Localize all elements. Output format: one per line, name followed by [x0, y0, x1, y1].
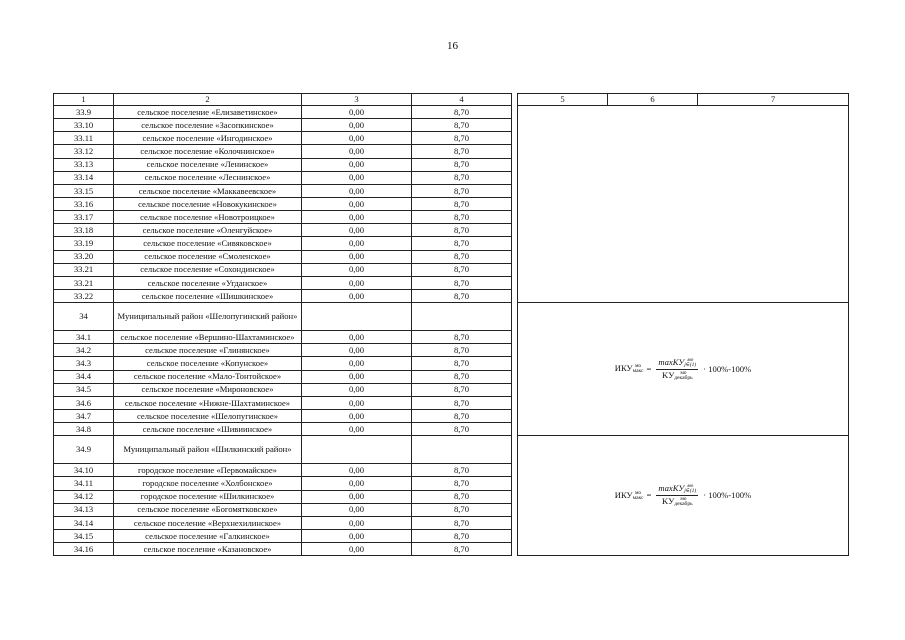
- row-number: 34.6: [54, 396, 114, 409]
- value-col4: [412, 436, 512, 464]
- column-header: 1: [54, 94, 114, 106]
- row-number: 33.15: [54, 184, 114, 197]
- formula-lhs-sup: мо: [634, 489, 642, 496]
- settlement-name: сельское поселение «Засопкинское»: [114, 119, 302, 132]
- value-col3: 0,00: [302, 464, 412, 477]
- value-col4: 8,70: [412, 211, 512, 224]
- formula-cell-2: [518, 436, 849, 556]
- row-number: 33.12: [54, 145, 114, 158]
- value-col3: [302, 303, 412, 331]
- value-col4: 8,70: [412, 184, 512, 197]
- value-col4: 8,70: [412, 237, 512, 250]
- settlement-name: сельское поселение «Мироновское»: [114, 383, 302, 396]
- row-number: 34.11: [54, 477, 114, 490]
- formula-den-sup: мо: [680, 369, 687, 376]
- value-col4: 8,70: [412, 464, 512, 477]
- formula-den-sub: декабрь: [674, 501, 693, 508]
- settlement-name: сельское поселение «Колочнинское»: [114, 145, 302, 158]
- value-col3: [302, 436, 412, 464]
- row-number: 34.7: [54, 409, 114, 422]
- formula-num-sup: мо: [687, 356, 694, 363]
- value-col3: 0,00: [302, 503, 412, 516]
- value-col4: 8,70: [412, 171, 512, 184]
- value-col3: 0,00: [302, 331, 412, 344]
- formula-tail: · 100%-100%: [703, 363, 752, 374]
- value-col4: [412, 303, 512, 331]
- value-col4: 8,70: [412, 344, 512, 357]
- formula-lhs: ИКУ: [614, 489, 633, 500]
- value-col4: 8,70: [412, 503, 512, 516]
- value-col4: 8,70: [412, 276, 512, 289]
- row-number: 33.18: [54, 224, 114, 237]
- settlement-name: сельское поселение «Новокукинское»: [114, 197, 302, 210]
- formula: [615, 484, 751, 507]
- formula-lhs-sub: макс: [632, 368, 644, 375]
- formula-lhs-sub: макс: [632, 494, 644, 501]
- formula-tail: · 100%-100%: [703, 490, 752, 501]
- value-col3: 0,00: [302, 184, 412, 197]
- row-number: 33.21: [54, 276, 114, 289]
- column-header: 3: [302, 94, 412, 106]
- value-col4: 8,70: [412, 331, 512, 344]
- value-col4: 8,70: [412, 409, 512, 422]
- settlement-name: сельское поселение «Мало-Тонтойское»: [114, 370, 302, 383]
- formula-denominator: KУ: [661, 369, 675, 380]
- row-number: 33.22: [54, 289, 114, 302]
- row-number: 33.19: [54, 237, 114, 250]
- municipal-district-row: [54, 303, 849, 331]
- row-number: 33.17: [54, 211, 114, 224]
- district-name: Муниципальный район «Шелопугинский район»: [114, 303, 302, 331]
- value-col3: 0,00: [302, 276, 412, 289]
- formula-num-sub: j∈(1): [684, 488, 697, 495]
- row-number: 34.16: [54, 543, 114, 556]
- value-col4: 8,70: [412, 477, 512, 490]
- value-col3: 0,00: [302, 516, 412, 529]
- settlement-name: сельское поселение «Елизаветинское»: [114, 106, 302, 119]
- settlement-name: сельское поселение «Смоленское»: [114, 250, 302, 263]
- settlement-name: сельское поселение «Ленинское»: [114, 158, 302, 171]
- formula-num-sup: мо: [687, 483, 694, 490]
- value-col3: 0,00: [302, 357, 412, 370]
- value-col4: 8,70: [412, 396, 512, 409]
- settlement-name: сельское поселение «Леснинское»: [114, 171, 302, 184]
- district-name: Муниципальный район «Шилкинский район»: [114, 436, 302, 464]
- value-col3: 0,00: [302, 132, 412, 145]
- column-header: 7: [698, 94, 849, 106]
- row-number: 34.8: [54, 423, 114, 436]
- value-col3: 0,00: [302, 344, 412, 357]
- header-row: [54, 94, 849, 106]
- column-header: 4: [412, 94, 512, 106]
- settlement-name: сельское поселение «Вершино-Шахтаминское»: [114, 331, 302, 344]
- settlement-name: сельское поселение «Сохондинское»: [114, 263, 302, 276]
- value-col4: 8,70: [412, 145, 512, 158]
- value-col3: 0,00: [302, 106, 412, 119]
- formula-fraction: [656, 484, 698, 507]
- value-col3: 0,00: [302, 197, 412, 210]
- value-col3: 0,00: [302, 158, 412, 171]
- blank-merged-cell: [518, 106, 849, 303]
- value-col3: 0,00: [302, 383, 412, 396]
- row-number: 33.11: [54, 132, 114, 145]
- formula-fraction: [656, 358, 698, 381]
- settlement-name: сельское поселение «Ингодинское»: [114, 132, 302, 145]
- row-number: 34.4: [54, 370, 114, 383]
- column-header: 6: [608, 94, 698, 106]
- row-number: 33.14: [54, 171, 114, 184]
- formula-cell-1: [518, 303, 849, 436]
- value-col3: 0,00: [302, 477, 412, 490]
- settlement-name: сельское поселение «Глинянское»: [114, 344, 302, 357]
- row-number: 34.12: [54, 490, 114, 503]
- formula-den-sup: мо: [680, 496, 687, 503]
- settlement-name: сельское поселение «Нижне-Шахтаминское»: [114, 396, 302, 409]
- settlement-name: городское поселение «Шилкинское»: [114, 490, 302, 503]
- value-col4: 8,70: [412, 289, 512, 302]
- settlement-name: сельское поселение «Шишкинское»: [114, 289, 302, 302]
- row-number: 34.14: [54, 516, 114, 529]
- value-col4: 8,70: [412, 250, 512, 263]
- value-col3: 0,00: [302, 289, 412, 302]
- value-col3: 0,00: [302, 145, 412, 158]
- value-col4: 8,70: [412, 383, 512, 396]
- row-number: 34.10: [54, 464, 114, 477]
- settlement-name: сельское поселение «Новотроицкое»: [114, 211, 302, 224]
- value-col4: 8,70: [412, 197, 512, 210]
- formula-lhs-sup: мо: [634, 363, 642, 370]
- formula-num-sub: j∈(1): [684, 361, 697, 368]
- settlement-name: сельское поселение «Богомятковское»: [114, 503, 302, 516]
- value-col3: 0,00: [302, 250, 412, 263]
- row-number: 33.20: [54, 250, 114, 263]
- value-col3: 0,00: [302, 370, 412, 383]
- value-col4: 8,70: [412, 516, 512, 529]
- table-row: [54, 106, 849, 119]
- settlement-name: сельское поселение «Маккавеевское»: [114, 184, 302, 197]
- row-number: 34: [54, 303, 114, 331]
- row-number: 34.15: [54, 529, 114, 542]
- formula: [615, 358, 751, 381]
- value-col4: 8,70: [412, 370, 512, 383]
- municipal-district-row: [54, 436, 849, 464]
- row-number: 33.9: [54, 106, 114, 119]
- value-col3: 0,00: [302, 490, 412, 503]
- row-number: 34.5: [54, 383, 114, 396]
- settlement-name: сельское поселение «Оленгуйское»: [114, 224, 302, 237]
- row-number: 34.13: [54, 503, 114, 516]
- settlement-name: сельское поселение «Шелопугинское»: [114, 409, 302, 422]
- value-col4: 8,70: [412, 357, 512, 370]
- value-col4: 8,70: [412, 263, 512, 276]
- value-col3: 0,00: [302, 529, 412, 542]
- value-col4: 8,70: [412, 119, 512, 132]
- formula-lhs: ИКУ: [614, 363, 633, 374]
- tariff-table: [53, 93, 849, 556]
- value-col3: 0,00: [302, 543, 412, 556]
- value-col4: 8,70: [412, 158, 512, 171]
- formula-numerator: maxKУ: [658, 356, 685, 367]
- value-col3: 0,00: [302, 211, 412, 224]
- value-col4: 8,70: [412, 106, 512, 119]
- settlement-name: сельское поселение «Верхнехилинское»: [114, 516, 302, 529]
- column-header: 2: [114, 94, 302, 106]
- value-col3: 0,00: [302, 423, 412, 436]
- row-number: 33.16: [54, 197, 114, 210]
- settlement-name: сельское поселение «Угданское»: [114, 276, 302, 289]
- formula-equals: =: [646, 363, 652, 374]
- value-col3: 0,00: [302, 409, 412, 422]
- value-col4: 8,70: [412, 132, 512, 145]
- settlement-name: сельское поселение «Копунское»: [114, 357, 302, 370]
- value-col4: 8,70: [412, 423, 512, 436]
- page-number: 16: [447, 40, 458, 52]
- row-number: 33.13: [54, 158, 114, 171]
- row-number: 34.1: [54, 331, 114, 344]
- value-col3: 0,00: [302, 119, 412, 132]
- value-col3: 0,00: [302, 263, 412, 276]
- formula-denominator: KУ: [661, 496, 675, 507]
- formula-den-sub: декабрь: [674, 374, 693, 381]
- value-col4: 8,70: [412, 543, 512, 556]
- settlement-name: сельское поселение «Галкинское»: [114, 529, 302, 542]
- settlement-name: городское поселение «Первомайское»: [114, 464, 302, 477]
- row-number: 33.21: [54, 263, 114, 276]
- value-col3: 0,00: [302, 224, 412, 237]
- row-number: 33.10: [54, 119, 114, 132]
- row-number: 34.3: [54, 357, 114, 370]
- settlement-name: сельское поселение «Сивяковское»: [114, 237, 302, 250]
- value-col3: 0,00: [302, 171, 412, 184]
- settlement-name: сельское поселение «Казановское»: [114, 543, 302, 556]
- value-col4: 8,70: [412, 490, 512, 503]
- settlement-name: сельское поселение «Шивиинское»: [114, 423, 302, 436]
- settlement-name: городское поселение «Холбонское»: [114, 477, 302, 490]
- row-number: 34.9: [54, 436, 114, 464]
- formula-equals: =: [646, 490, 652, 501]
- formula-numerator: maxKУ: [658, 483, 685, 494]
- value-col3: 0,00: [302, 237, 412, 250]
- column-header: 5: [518, 94, 608, 106]
- value-col4: 8,70: [412, 224, 512, 237]
- row-number: 34.2: [54, 344, 114, 357]
- value-col4: 8,70: [412, 529, 512, 542]
- value-col3: 0,00: [302, 396, 412, 409]
